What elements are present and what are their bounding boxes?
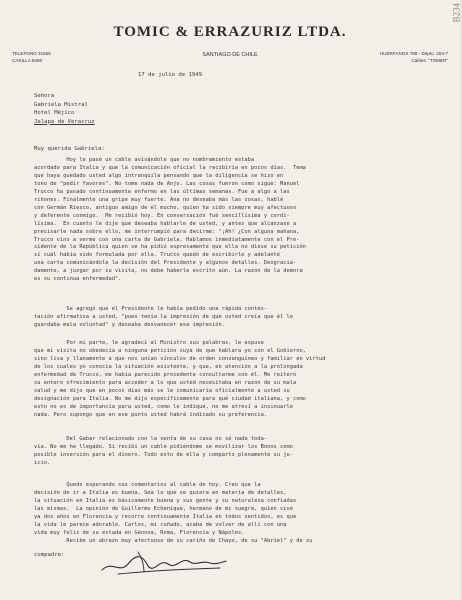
archive-number: B234 xyxy=(452,3,462,23)
recipient-line: Señora xyxy=(34,93,55,99)
body-paragraph: Se agregó que el Presidente le había pedido una rápida contes- tación afirmativa a usted, "pues tenía la impresión de que usted creía que él le guardaba mala voluntad" y deseaba desvanecer esa impresión. xyxy=(34,306,293,328)
body-paragraph: Hoy le pasé un cable avisándole que no nombramiento estaba acordado para Italia y que la comunicación oficial la recibiría en pocos días. Tema que haya quedado usted algo intranquila pensando que la diligencia se hizo en tono de "pedir favores". No tome nada de Anjo. Las cosas fueron como sigue: Manuel Trucco ha pasado continuamente enfermo en las últimas semanas. Fue a algo a las riñones. Finalmente una gripe muy fuerte. Ana no deseaba más las cosas, hablé con Germán Riesco, antiguo amigo de él mucho, quien ha sido siempre muy afectuoso y deferente conmigo. Me recibió hoy. En conversación fué sencillísima y cordi- lísima. En cuanto le dije que deseaba hablarle de usted, y antes que alcanzase a precisarle nada sobre ello, me interrumpió para decirme: "¡Ah! ¿Con alguna mañana, Trucco vino a verme con una carta de Gabriela. Hablamos inmediatamente con el Pre- sidente de la República quien se ha pidió expresamente que ella no diese su petición sí cuál había sido formulada por ella. Trucco quedó de escribirle y adelanté una carta comunicándole la decisión del Presidente y algunos detalles. Desgracia- damente, a juzgar por su visita, no debe haberle escrito aún. La razón de la demora es su continua enfermedad". xyxy=(34,157,306,283)
handwritten-signature xyxy=(98,544,228,578)
letterhead-company: TOMIC & ERRAZURIZ LTDA. xyxy=(113,24,347,40)
body-paragraph: Por mi parte, le agradecí al Ministro sus palabras, le expuse que mi visita no obedecía a ninguna petición suya de que hablara yo con el Gobierno, sino lisa y llanamente a que nos unían vínculos de orden consanguíneo y familiar en virtud de los cuales yo conocía la situación existente, y que, en atención a la prolongada enfermedad de Trucco, me había parecido procedente consultarme con él. Me reiteró su entero ofrecimiento para acceder a lo que usted necesitaba en razón de su mala salud y me dijo que en pocos días más se le comunicaría oficialmente a usted su designación para Italia. No me dijo específicamente para qué ciudad italiana, y como esto no es de importancia para usted, como le indiqué, no me atreví a insinuarle nada. Pero supongo que en ese punto usted habrá indicado su preferencia. xyxy=(34,340,326,418)
closing: compadre: xyxy=(34,552,65,558)
recipient-line: Hotel Méjico xyxy=(34,110,75,116)
recipient-line: Jalapa de Veracruz xyxy=(34,118,95,125)
letterhead-address: HUERFANOS 786 - Depto. 204-7 xyxy=(379,51,448,56)
recipient-address xyxy=(34,92,95,126)
letterhead-cable: Cables: "TOMER" xyxy=(411,58,448,63)
salutation: Muy querida Gabriela: xyxy=(34,146,105,152)
letterhead-pobox: CASILLA 5090 xyxy=(12,58,43,63)
body-paragraph: Quedo esperando sus comentarios al cable de hoy. Creo que la decisión de ir a Italia es buena. Sea lo que se quiera en materia de detalles, la situación en Italia es básicamente buena y sus gente y su naturaleza confíadas las mismas. La opinión de Guillermo Echenique, hermano de mi suegra, quien vive ya dos años en Florencia y recorre continuamente Italia en todos sentidos, es que la vida le parece adorable. Carlos, mi cuñado, acaba de volver de allí con una vida muy feliz de su estada en Génova, Roma, Florencia y Nápoles. Recibe un abrazo muy afectuoso de su cariño de Chayo, de su "Abriel" y de su xyxy=(34,482,313,544)
recipient-line: Gabriela Mistral xyxy=(34,101,88,108)
body-paragraph: Del Gabar relacionado con la venta de su casa no sé nada toda- vía. No me he llegado. Si recibí un cable pidiéndome se movilizar los Bonos como posible inversión para el dinero. Todo esto de ella y comparto plenamente su ju- icio. xyxy=(34,436,293,466)
letter-date: 17 de julio de 1949 xyxy=(138,72,202,78)
letterhead-address-block xyxy=(380,50,448,64)
letterhead-city: SANTIAGO DE CHILE xyxy=(202,52,258,58)
letterhead-telephone: TELEFONO 31555 xyxy=(12,51,51,56)
